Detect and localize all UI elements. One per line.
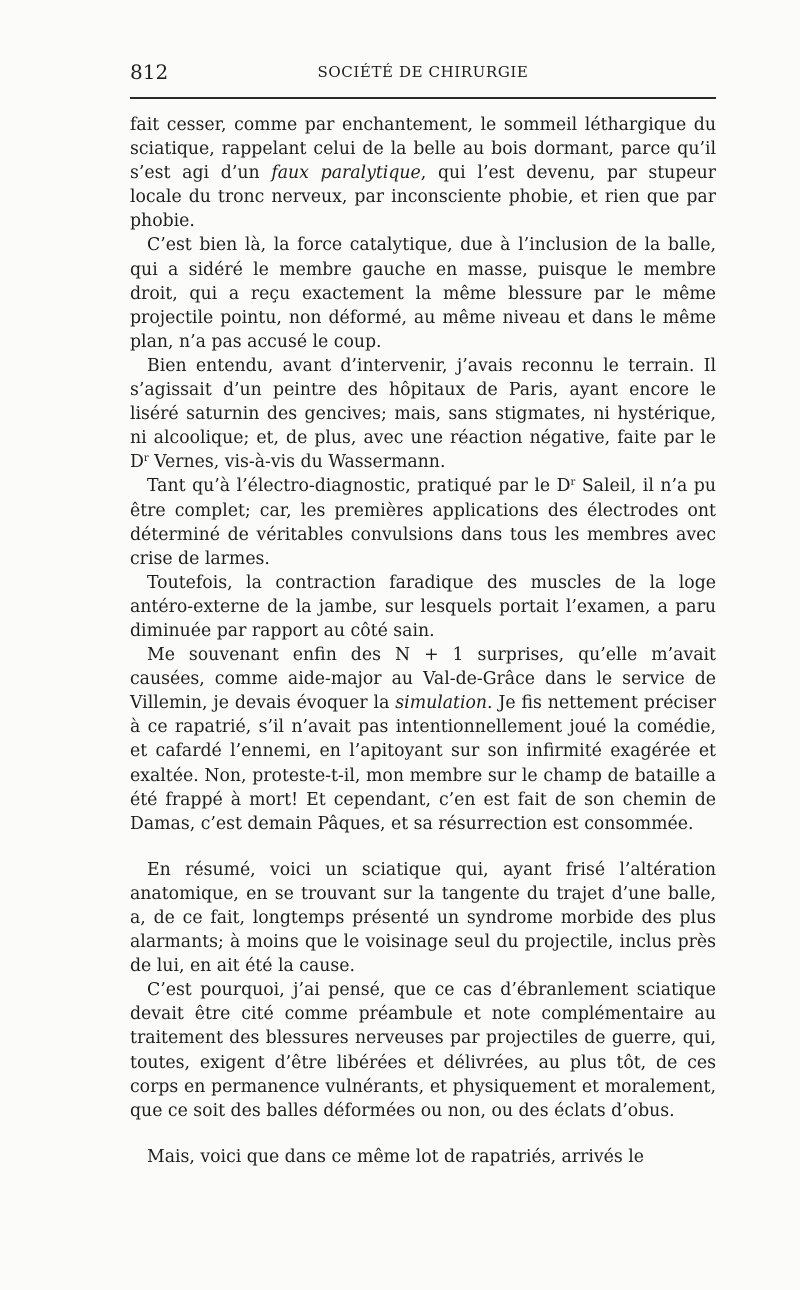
superscript: r [143,453,149,465]
paragraph: Toutefois, la contraction faradique des muscles de la loge antéro-externe de la jambe, sur lesquels portait l’examen, a paru diminuée par rapport au côté sain. [130,572,716,641]
italic-term: simulation [395,693,488,714]
paragraph: C’est pourquoi, j’ai pensé, que ce cas d’ébranlement sciatique devait être cité comme préambule et note complémentaire au traitement des blessures nerveuses par projectiles de guerre, qui, toutes, exigent d’être libérées et délivrées, au plus tôt, de ces corps en permanence vulnérants, et physiquement et moralement, que ce soit des balles déformées ou non, ou des éclats d’obus. [130,980,716,1121]
italic-term: faux paralytique [271,163,421,184]
page-header [130,60,716,86]
paragraph: Tant qu’à l’électro-diagnostic, pratiqué par le $D^r$ Saleil, il n’a pu être complet; car, les premières applications des électrodes ont déterminé de véritables convulsions dans tous les membres avec crise de larmes. [130,476,716,569]
page-number: 812 [130,60,169,84]
superscript: r [570,477,576,489]
paragraph: C’est bien là, la force catalytique, due à l’inclusion de la balle, qui a sidéré le membre gauche en masse, puisque le membre droit, qui a reçu exactement la même blessure par le même projectile pointu, non déformé, au même niveau et dans le même plan, n’a pas accusé le coup. [130,235,716,352]
body-text [130,113,716,1169]
paragraph: Mais, voici que dans ce même lot de rapatriés, arrivés le [147,1146,645,1167]
paragraph: Me souvenant enfin des N + 1 surprises, qu’elle m’avait causées, comme aide-major au Val-de-Grâce dans le service de Villemin, je devais évoquer la simulation. Je fis nettement préciser à ce rapatrié, s’il n’avait pas intentionnellement joué la comédie, et cafardé l’ennemi, en l’apitoyant sur son infirmité exagérée et exaltée. Non, proteste-t-il, mon membre sur le champ de bataille a été frappé à mort! Et cependant, c’en est fait de son chemin de Damas, c’est demain Pâques, et sa résurrection est consommée. [130,645,716,834]
paragraph: Bien entendu, avant d’intervenir, j’avais reconnu le terrain. Il s’agissait d’un peintre des hôpitaux de Paris, ayant encore le liséré saturnin des gencives; mais, sans stigmates, ni hystérique, ni alcoolique; et, de plus, avec une réaction négative, faite par le $D^r$ Vernes, vis-à-vis du Wassermann. [130,355,716,473]
paragraph: fait cesser, comme par enchantement, le sommeil léthargique du sciatique, rappelant celui de la belle au bois dormant, parce qu’il s’est agi d’un faux paralytique, qui l’est devenu, par stupeur locale du tronc nerveux, par inconsciente phobie, et rien que par phobie. [130,115,716,232]
paragraph: En résumé, voici un sciatique qui, ayant frisé l’altération anatomique, en se trouvant sur la tangente du trajet d’une balle, a, de ce fait, longtemps présenté un syndrome morbide des plus alarmants; à moins que le voisinage seul du projectile, inclus près de lui, en ait été la cause. [130,859,716,977]
running-title: SOCIÉTÉ DE CHIRURGIE [317,63,529,81]
header-rule [130,97,716,99]
